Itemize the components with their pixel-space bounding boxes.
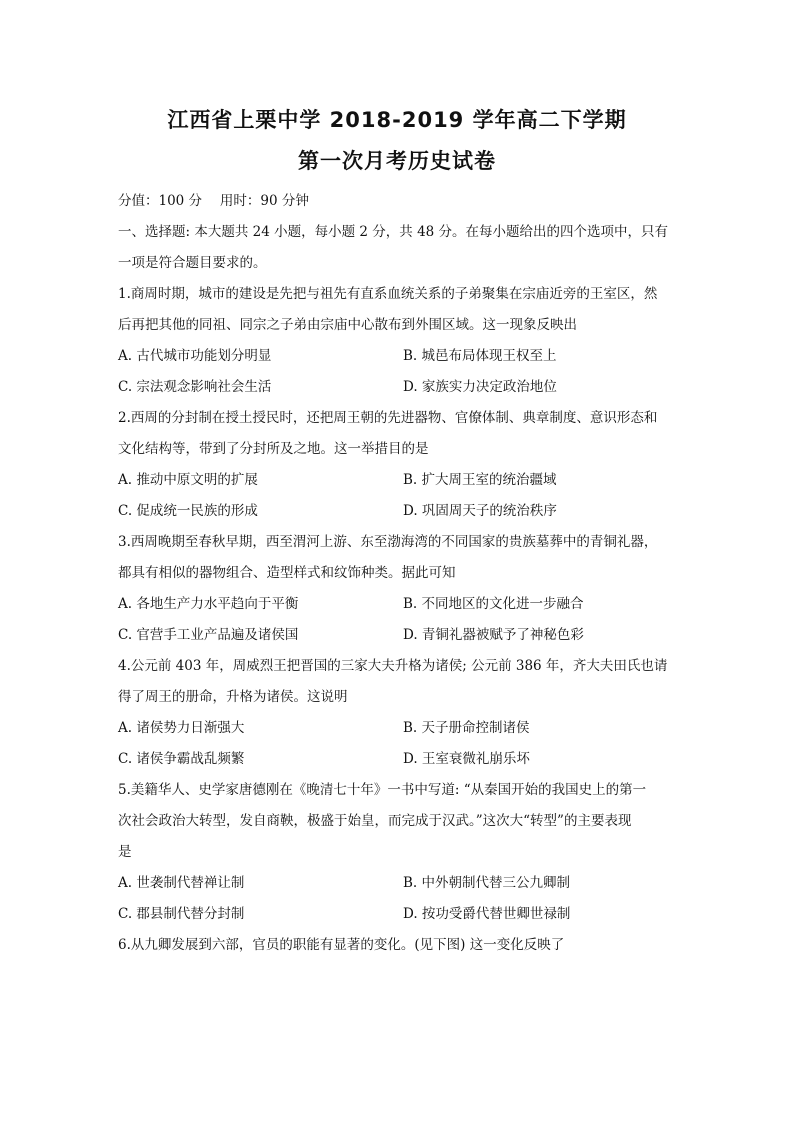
option-c: C. 郡县制代替分封制 [118, 906, 245, 922]
option-row [118, 868, 678, 899]
option-row [118, 465, 678, 496]
question-stem-line: 后再把其他的同祖、同宗之子弟由宗庙中心散布到外围区域。这一现象反映出 [118, 317, 577, 333]
option-b: B. 不同地区的文化进一步融合 [403, 596, 584, 612]
question-stem-line: 1.商周时期，城市的建设是先把与祖先有直系血统关系的子弟聚集在宗庙近旁的王室区，然 [118, 286, 658, 302]
exam-content [118, 186, 678, 961]
option-b: B. 城邑布局体现王权至上 [403, 348, 557, 364]
option-b: B. 中外朝制代替三公九卿制 [403, 875, 571, 891]
option-d: D. 家族实力决定政治地位 [403, 379, 557, 395]
question-stem-line: 得了周王的册命，升格为诸侯。这说明 [118, 689, 348, 705]
exam-subtitle: 第一次月考历史试卷 [298, 149, 496, 173]
question-3 [118, 527, 678, 651]
option-c: C. 宗法观念影响社会生活 [118, 379, 272, 395]
option-row [118, 341, 678, 372]
question-5 [118, 775, 678, 930]
question-4 [118, 651, 678, 775]
option-c: C. 官营手工业产品遍及诸侯国 [118, 627, 299, 643]
question-stem-line: 4.公元前 403 年，周威烈王把晋国的三家大夫升格为诸侯; 公元前 386 年，齐大夫田氏也请 [118, 658, 668, 674]
option-d: D. 青铜礼器被赋予了神秘色彩 [403, 627, 584, 643]
option-row [118, 713, 678, 744]
question-stem-line: 文化结构等，带到了分封所及之地。这一举措目的是 [118, 441, 429, 457]
option-d: D. 按功受爵代替世卿世禄制 [403, 906, 571, 922]
question-stem-line: 6.从九卿发展到六部，官员的职能有显著的变化。(见下图) 这一变化反映了 [118, 937, 565, 953]
option-a: A. 诸侯势力日渐强大 [118, 720, 245, 736]
option-c: C. 诸侯争霸战乱频繁 [118, 751, 245, 767]
section-instructions: 一、选择题: 本大题共 24 小题，每小题 2 分，共 48 分。在每小题给出的四个选项中，只有 [118, 224, 669, 240]
question-stem-line: 5.美籍华人、史学家唐德刚在《晚清七十年》一书中写道: “从秦国开始的我国史上的第一 [118, 782, 647, 798]
question-6 [118, 930, 678, 961]
option-d: D. 巩固周天子的统治秩序 [403, 503, 557, 519]
option-row [118, 744, 678, 775]
question-stem-line: 是 [118, 844, 132, 860]
option-d: D. 王室衰微礼崩乐坏 [403, 751, 530, 767]
option-a: A. 古代城市功能划分明显 [118, 348, 272, 364]
option-a: A. 各地生产力水平趋向于平衡 [118, 596, 299, 612]
question-stem-line: 3.西周晚期至春秋早期，西至渭河上游、东至渤海湾的不同国家的贵族墓葬中的青铜礼器， [118, 534, 658, 550]
option-a: A. 推动中原文明的扩展 [118, 472, 258, 488]
question-2 [118, 403, 678, 527]
option-row [118, 620, 678, 651]
question-stem-line: 都具有相似的器物组合、造型样式和纹饰种类。据此可知 [118, 565, 456, 581]
option-b: B. 扩大周王室的统治疆域 [403, 472, 557, 488]
score-time-info: 分值：100 分 用时：90 分钟 [118, 193, 309, 209]
option-row [118, 496, 678, 527]
question-stem-line: 2.西周的分封制在授土授民时，还把周王朝的先进器物、官僚体制、典章制度、意识形态和 [118, 410, 658, 426]
option-row [118, 899, 678, 930]
option-row [118, 589, 678, 620]
question-stem-line: 次社会政治大转型，发自商鞅，极盛于始皇，而完成于汉武。”这次大“转型”的主要表现 [118, 813, 632, 829]
option-row [118, 372, 678, 403]
section-instructions-cont: 一项是符合题目要求的。 [118, 255, 267, 271]
question-1 [118, 279, 678, 403]
option-a: A. 世袭制代替禅让制 [118, 875, 245, 891]
option-c: C. 促成统一民族的形成 [118, 503, 258, 519]
option-b: B. 天子册命控制诸侯 [403, 720, 530, 736]
exam-title: 江西省上栗中学 2018-2019 学年高二下学期 [167, 108, 627, 132]
